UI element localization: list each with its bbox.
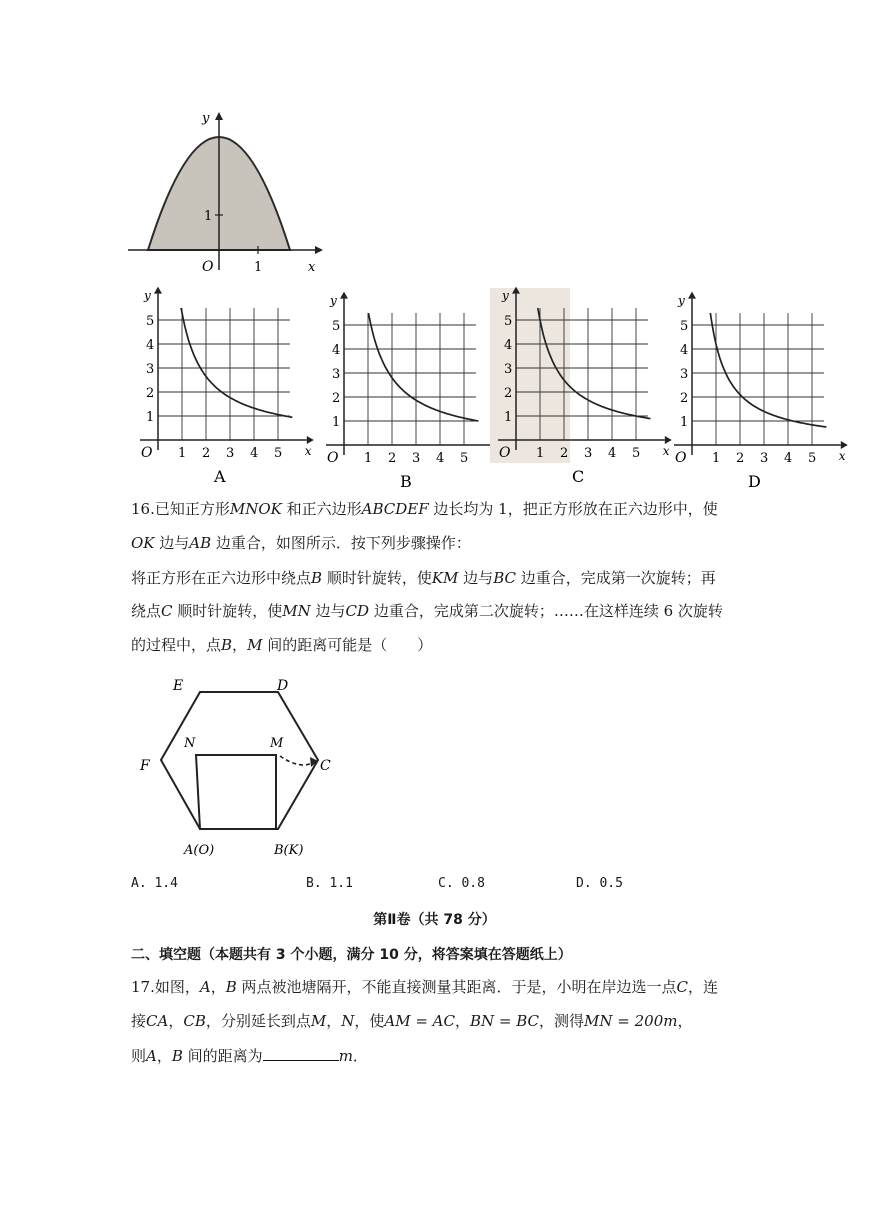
graph-x-tick-label: 1: [178, 446, 187, 461]
q16-line-4: 绕点C 顺时针旋转，使MN 边与CD 边重合，完成第二次旋转；……在这样连续 6 次旋转: [131, 602, 723, 620]
graph-y-tick-label: 3: [332, 367, 341, 382]
hexagon-square-figure: [140, 672, 360, 860]
graph-x-tick-label: 2: [560, 446, 569, 461]
hex-label-B-K: B(K): [274, 843, 304, 858]
option-graph-c: [490, 288, 668, 488]
hex-label-E: E: [173, 678, 184, 694]
y-axis-arrow-icon: [215, 112, 223, 120]
graph-x-tick-label: 2: [388, 451, 397, 466]
q16-line-5: 的过程中，点B，M 间的距离可能是（ ）: [131, 636, 433, 654]
section2-heading: 二、填空题（本题共有 3 个小题，满分 10 分，将答案填在答题纸上）: [131, 947, 572, 963]
graph-x-tick-label: 4: [608, 446, 617, 461]
parabola-origin-label: O: [202, 259, 214, 275]
graph-x-label: x: [838, 449, 846, 463]
option-graph-d: [666, 293, 844, 493]
graph-y-tick-label: 4: [332, 343, 341, 358]
rotation-arrow: [280, 756, 315, 765]
graph-y-tick-label: 5: [332, 319, 341, 334]
graph-x-tick-label: 5: [274, 446, 283, 461]
graph-y-tick-label: 4: [504, 338, 513, 353]
graph-y-tick-label: 5: [146, 314, 155, 329]
parabola-x-one-label: 1: [254, 260, 263, 275]
graph-x-tick-label: 2: [202, 446, 211, 461]
graph-y-label: y: [144, 288, 151, 303]
option-graph-b: [318, 293, 496, 493]
graph-origin-label: O: [675, 450, 687, 466]
graph-x-tick-label: 5: [808, 451, 817, 466]
graph-x-tick-label: 3: [760, 451, 769, 466]
hexagon-abcdef: [161, 692, 318, 829]
graph-x-tick-label: 3: [412, 451, 421, 466]
q16-option-d: D. 0.5: [576, 876, 623, 891]
graph-x-label: x: [304, 444, 312, 458]
q16-option-a: A. 1.4: [131, 876, 178, 891]
graph-x-tick-label: 4: [784, 451, 793, 466]
q17-line-1: 17.如图，A，B 两点被池塘隔开，不能直接测量其距离．于是，小明在岸边选一点C，连: [131, 978, 719, 996]
q16-line-3: 将正方形在正六边形中绕点B 顺时针旋转，使KM 边与BC 边重合，完成第一次旋转；再: [131, 569, 716, 587]
graph-y-tick-label: 1: [680, 415, 689, 430]
graph-origin-label: O: [499, 445, 511, 461]
y-axis-arrow-icon: [340, 292, 348, 299]
graph-x-label: x: [662, 444, 670, 458]
graph-y-tick-label: 3: [146, 362, 155, 377]
parabola-y-one-label: 1: [204, 209, 213, 224]
graph-option-letter: C: [572, 467, 585, 486]
graph-x-tick-label: 4: [250, 446, 259, 461]
graph-x-tick-label: 3: [226, 446, 235, 461]
graph-x-tick-label: 5: [632, 446, 641, 461]
graph-origin-label: O: [327, 450, 339, 466]
q16-line-1: 16.已知正方形MNOK 和正六边形ABCDEF 边长均为 1，把正方形放在正六边形中，使: [131, 500, 718, 518]
graph-y-tick-label: 3: [504, 362, 513, 377]
graph-x-tick-label: 1: [364, 451, 373, 466]
parabola-figure: [120, 100, 330, 285]
y-axis-arrow-icon: [688, 292, 696, 299]
hyperbola-curve: [368, 313, 478, 421]
graph-y-tick-label: 3: [680, 367, 689, 382]
q17-line-3: 则A，B 间的距离为 m．: [131, 1047, 368, 1065]
graph-y-tick-label: 5: [504, 314, 513, 329]
graph-origin-label: O: [141, 445, 153, 461]
hex-label-C: C: [320, 758, 331, 774]
graph-y-tick-label: 2: [680, 391, 689, 406]
graph-y-tick-label: 2: [504, 386, 513, 401]
answer-blank[interactable]: [263, 1045, 339, 1061]
graph-x-tick-label: 3: [584, 446, 593, 461]
hex-label-D: D: [277, 678, 289, 694]
parabola-x-label: x: [308, 260, 316, 275]
graph-y-label: y: [330, 293, 337, 308]
square-label-M: M: [270, 736, 284, 751]
graph-x-tick-label: 1: [712, 451, 721, 466]
scan-shading: [490, 288, 570, 463]
hyperbola-curve: [710, 313, 826, 427]
graph-y-tick-label: 4: [680, 343, 689, 358]
q17-line-2: 接CA，CB，分别延长到点M，N，使AM = AC，BN = BC，测得MN = 200m，: [131, 1012, 693, 1030]
square-label-N: N: [184, 736, 196, 751]
q16-option-c: C. 0.8: [438, 876, 485, 891]
q16-option-b: B. 1.1: [306, 876, 353, 891]
graph-y-tick-label: 1: [146, 410, 155, 425]
hex-label-F: F: [140, 758, 150, 774]
hyperbola-curve: [181, 308, 292, 417]
graph-y-tick-label: 4: [146, 338, 155, 353]
graph-x-tick-label: 4: [436, 451, 445, 466]
parabola-y-label: y: [202, 111, 210, 126]
x-axis-arrow-icon: [315, 246, 323, 254]
x-axis-arrow-icon: [307, 436, 314, 444]
hex-label-A-O: A(O): [184, 843, 215, 858]
graph-option-letter: D: [748, 472, 761, 491]
y-axis-arrow-icon: [154, 287, 162, 294]
graph-option-letter: B: [400, 472, 412, 491]
graph-y-tick-label: 1: [332, 415, 341, 430]
option-graph-a: [132, 288, 310, 488]
x-axis-arrow-icon: [841, 441, 848, 449]
graph-y-tick-label: 1: [504, 410, 513, 425]
graph-y-tick-label: 2: [332, 391, 341, 406]
graph-option-letter: A: [214, 467, 226, 486]
q16-line-2: OK 边与AB 边重合，如图所示．按下列步骤操作：: [131, 534, 471, 552]
graph-x-tick-label: 5: [460, 451, 469, 466]
graph-y-tick-label: 2: [146, 386, 155, 401]
graph-y-tick-label: 5: [680, 319, 689, 334]
graph-y-label: y: [678, 293, 685, 308]
graph-x-tick-label: 2: [736, 451, 745, 466]
section-title: 第Ⅱ卷（共 78 分）: [373, 912, 496, 928]
square-mnok: [196, 755, 276, 829]
graph-y-label: y: [502, 288, 509, 303]
graph-x-tick-label: 1: [536, 446, 545, 461]
